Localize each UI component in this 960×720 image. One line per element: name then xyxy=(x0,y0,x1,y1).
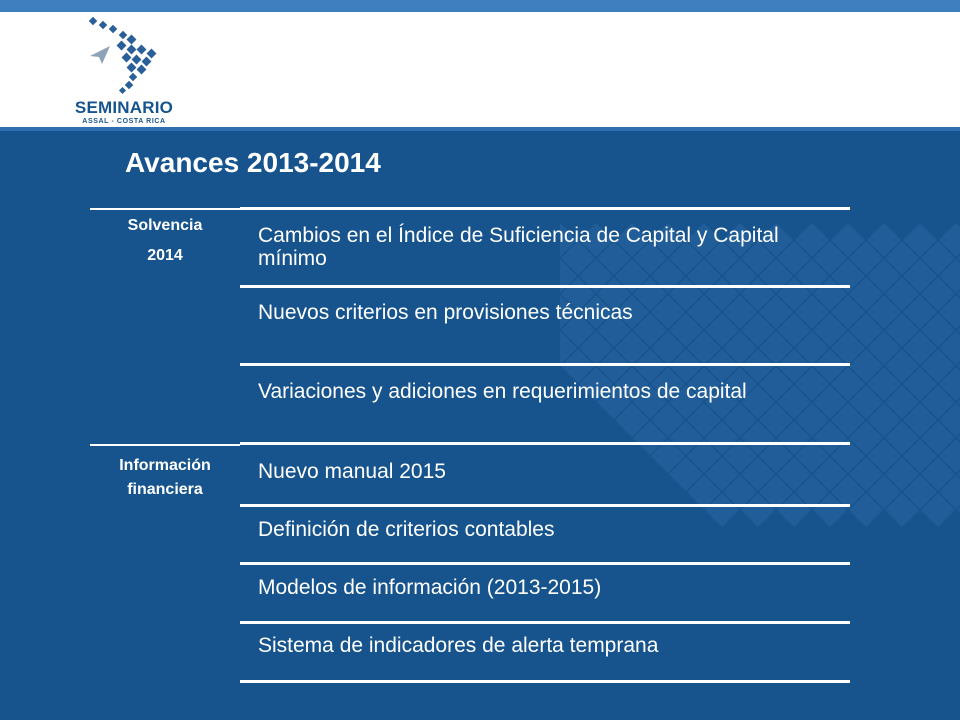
category-label: 2014 xyxy=(147,247,183,264)
header-divider xyxy=(0,127,960,131)
top-accent-bar xyxy=(0,0,960,12)
category-label: financiera xyxy=(127,481,203,498)
table-rule xyxy=(240,562,850,565)
table-row: Definición de criterios contables xyxy=(258,518,555,541)
category-divider xyxy=(90,444,240,446)
category-informacion-financiera xyxy=(90,454,240,502)
table-rule xyxy=(240,442,850,445)
category-divider xyxy=(90,208,240,210)
logo-title: SEMINARIO xyxy=(74,98,174,117)
table-row: Sistema de indicadores de alerta temprana xyxy=(258,634,659,657)
table-rule xyxy=(240,504,850,507)
seminario-logo xyxy=(60,14,184,126)
table-rule xyxy=(240,680,850,683)
category-label: Solvencia xyxy=(127,217,203,234)
table-rule xyxy=(240,621,850,624)
category-label: Información xyxy=(119,457,211,474)
table-row: Modelos de información (2013-2015) xyxy=(258,576,602,599)
table-rule xyxy=(240,363,850,366)
table-rule xyxy=(240,207,850,210)
table-row: Nuevos criterios en provisiones técnicas xyxy=(258,301,633,324)
slide-title: Avances 2013-2014 xyxy=(125,147,381,178)
logo-subtitle: ASSAL - COSTA RICA xyxy=(82,118,166,125)
americas-map-icon xyxy=(60,14,184,100)
table-row: Variaciones y adiciones en requerimientos de capital xyxy=(258,380,747,403)
table-rule xyxy=(240,285,850,288)
table-row: Cambios en el Índice de Suficiencia de Capital y Capital mínimo xyxy=(258,224,779,270)
table-row: Nuevo manual 2015 xyxy=(258,460,446,483)
category-solvencia xyxy=(90,214,240,268)
